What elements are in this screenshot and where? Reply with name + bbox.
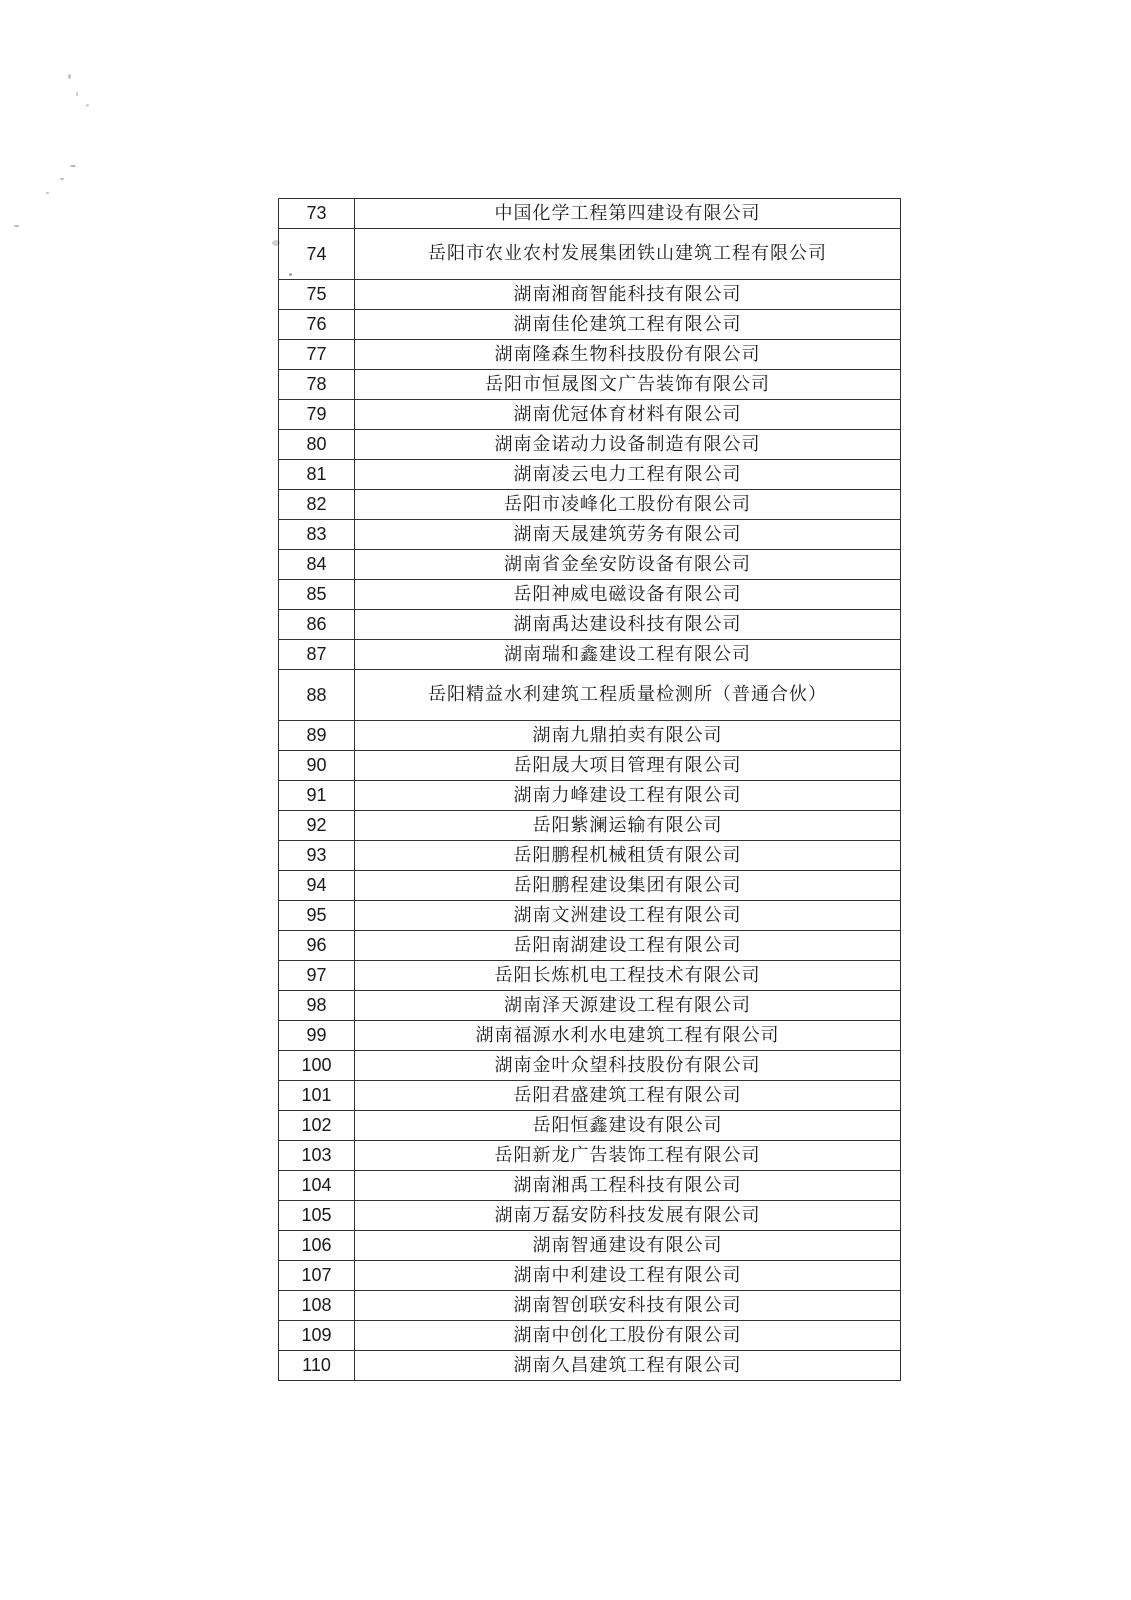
table-row [279, 931, 901, 961]
company-name: 岳阳市农业农村发展集团铁山建筑工程有限公司 [355, 229, 901, 280]
table-row [279, 1261, 901, 1291]
row-number: 74 [279, 229, 355, 280]
table-row [279, 1171, 901, 1201]
company-name: 湖南智通建设有限公司 [355, 1231, 901, 1261]
company-name: 岳阳紫澜运输有限公司 [355, 811, 901, 841]
row-number: 79 [279, 400, 355, 430]
row-number: 73 [279, 199, 355, 229]
row-number: 103 [279, 1141, 355, 1171]
table-row [279, 1201, 901, 1231]
table-row [279, 751, 901, 781]
company-name: 湖南中利建设工程有限公司 [355, 1261, 901, 1291]
table-row [279, 490, 901, 520]
company-name: 中国化学工程第四建设有限公司 [355, 199, 901, 229]
table-row [279, 901, 901, 931]
table-row [279, 1081, 901, 1111]
row-number: 88 [279, 670, 355, 721]
company-name: 岳阳市凌峰化工股份有限公司 [355, 490, 901, 520]
row-number: 100 [279, 1051, 355, 1081]
table-row [279, 1051, 901, 1081]
row-number: 110 [279, 1351, 355, 1381]
row-number: 82 [279, 490, 355, 520]
company-name: 岳阳君盛建筑工程有限公司 [355, 1081, 901, 1111]
table-row [279, 550, 901, 580]
table-row [279, 991, 901, 1021]
table-row [279, 370, 901, 400]
row-number: 84 [279, 550, 355, 580]
company-name: 岳阳新龙广告装饰工程有限公司 [355, 1141, 901, 1171]
company-name: 湖南金诺动力设备制造有限公司 [355, 430, 901, 460]
company-name: 湖南优冠体育材料有限公司 [355, 400, 901, 430]
company-name: 湖南福源水利水电建筑工程有限公司 [355, 1021, 901, 1051]
company-name: 湖南九鼎拍卖有限公司 [355, 721, 901, 751]
company-name: 湖南文洲建设工程有限公司 [355, 901, 901, 931]
row-number: 105 [279, 1201, 355, 1231]
row-number: 81 [279, 460, 355, 490]
table-row [279, 400, 901, 430]
company-name: 湖南力峰建设工程有限公司 [355, 781, 901, 811]
table-row [279, 430, 901, 460]
scan-speck [76, 92, 78, 96]
table-row [279, 340, 901, 370]
row-number: 80 [279, 430, 355, 460]
company-name: 湖南湘禹工程科技有限公司 [355, 1171, 901, 1201]
company-name: 湖南瑞和鑫建设工程有限公司 [355, 640, 901, 670]
row-number: 93 [279, 841, 355, 871]
scan-speck [70, 165, 76, 167]
company-name: 湖南省金垒安防设备有限公司 [355, 550, 901, 580]
table-row [279, 1351, 901, 1381]
company-name: 湖南凌云电力工程有限公司 [355, 460, 901, 490]
scan-speck [86, 104, 89, 107]
row-number: 76 [279, 310, 355, 340]
table-row [279, 1141, 901, 1171]
company-name: 岳阳精益水利建筑工程质量检测所（普通合伙） [355, 670, 901, 721]
row-number: 96 [279, 931, 355, 961]
table-row [279, 781, 901, 811]
table-row [279, 229, 901, 280]
company-name: 岳阳神威电磁设备有限公司 [355, 580, 901, 610]
row-number: 102 [279, 1111, 355, 1141]
company-name: 湖南佳伦建筑工程有限公司 [355, 310, 901, 340]
scan-speck [68, 74, 71, 79]
company-name: 湖南万磊安防科技发展有限公司 [355, 1201, 901, 1231]
row-number: 83 [279, 520, 355, 550]
row-number: 85 [279, 580, 355, 610]
table-row [279, 610, 901, 640]
row-number: 101 [279, 1081, 355, 1111]
row-number: 108 [279, 1291, 355, 1321]
table-row [279, 580, 901, 610]
company-name: 湖南天晟建筑劳务有限公司 [355, 520, 901, 550]
row-number: 99 [279, 1021, 355, 1051]
row-number: 97 [279, 961, 355, 991]
row-number: 106 [279, 1231, 355, 1261]
company-list-table [278, 198, 901, 1381]
table-row [279, 961, 901, 991]
company-list-body [279, 199, 901, 1381]
scan-speck [60, 178, 64, 180]
company-name: 湖南湘商智能科技有限公司 [355, 280, 901, 310]
table-row [279, 1231, 901, 1261]
table-row [279, 841, 901, 871]
company-name: 湖南久昌建筑工程有限公司 [355, 1351, 901, 1381]
scan-speck [46, 192, 49, 194]
table-row [279, 1321, 901, 1351]
company-name: 湖南中创化工股份有限公司 [355, 1321, 901, 1351]
company-name: 湖南禹达建设科技有限公司 [355, 610, 901, 640]
table-row [279, 460, 901, 490]
table-row [279, 670, 901, 721]
row-number: 94 [279, 871, 355, 901]
row-number: 75 [279, 280, 355, 310]
company-name: 湖南泽天源建设工程有限公司 [355, 991, 901, 1021]
row-number: 89 [279, 721, 355, 751]
row-number: 77 [279, 340, 355, 370]
table-row [279, 520, 901, 550]
company-name: 岳阳长炼机电工程技术有限公司 [355, 961, 901, 991]
table-row [279, 871, 901, 901]
company-name: 岳阳恒鑫建设有限公司 [355, 1111, 901, 1141]
company-name: 岳阳晟大项目管理有限公司 [355, 751, 901, 781]
table-row [279, 721, 901, 751]
table-row [279, 310, 901, 340]
row-number: 98 [279, 991, 355, 1021]
table-row [279, 280, 901, 310]
table-row [279, 640, 901, 670]
row-number: 92 [279, 811, 355, 841]
row-number: 86 [279, 610, 355, 640]
row-number: 104 [279, 1171, 355, 1201]
row-number: 109 [279, 1321, 355, 1351]
company-name: 岳阳鹏程建设集团有限公司 [355, 871, 901, 901]
scan-speck [14, 225, 19, 227]
company-name: 湖南隆森生物科技股份有限公司 [355, 340, 901, 370]
company-name: 岳阳市恒晟图文广告装饰有限公司 [355, 370, 901, 400]
table-row [279, 1291, 901, 1321]
row-number: 91 [279, 781, 355, 811]
table-row [279, 199, 901, 229]
table-row [279, 1021, 901, 1051]
company-name: 岳阳南湖建设工程有限公司 [355, 931, 901, 961]
table-row [279, 811, 901, 841]
table-row [279, 1111, 901, 1141]
company-name: 湖南智创联安科技有限公司 [355, 1291, 901, 1321]
row-number: 95 [279, 901, 355, 931]
company-name: 湖南金叶众望科技股份有限公司 [355, 1051, 901, 1081]
row-number: 78 [279, 370, 355, 400]
row-number: 107 [279, 1261, 355, 1291]
row-number: 90 [279, 751, 355, 781]
row-number: 87 [279, 640, 355, 670]
company-name: 岳阳鹏程机械租赁有限公司 [355, 841, 901, 871]
